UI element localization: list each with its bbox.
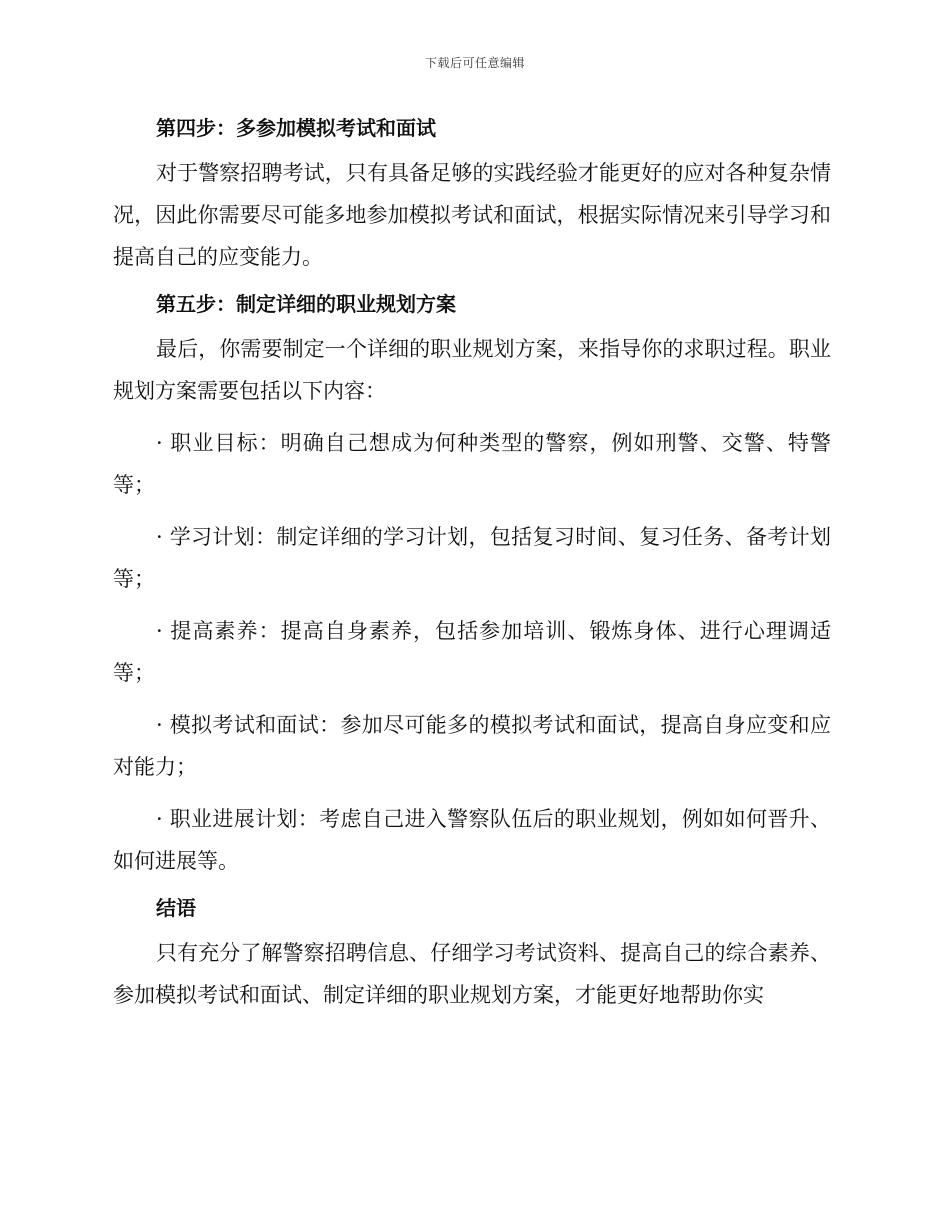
- bullet-career-goal: · 职业目标：明确自己想成为何种类型的警察，例如刑警、交警、特警等；: [113, 431, 831, 497]
- conclusion-paragraph: 只有充分了解警察招聘信息、仔细学习考试资料、提高自己的综合素养、参加模拟考试和面试、制定详细的职业规划方案，才能更好地帮助你实: [113, 941, 831, 1007]
- step4-heading: 第四步：多参加模拟考试和面试: [156, 116, 436, 140]
- document-body: [113, 112, 831, 1026]
- conclusion-heading: 结语: [156, 896, 196, 920]
- header-note: 下载后可任意编辑: [424, 56, 525, 70]
- bullet-mock-exams: · 模拟考试和面试：参加尽可能多的模拟考试和面试，提高自身应变和应对能力；: [113, 713, 831, 779]
- step4-paragraph: 对于警察招聘考试，只有具备足够的实践经验才能更好的应对各种复杂情况，因此你需要尽可能多地参加模拟考试和面试，根据实际情况来引导学习和提高自己的应变能力。: [113, 161, 831, 269]
- step5-heading: 第五步：制定详细的职业规划方案: [156, 292, 456, 316]
- bullet-career-progress: · 职业进展计划：考虑自己进入警察队伍后的职业规划，例如如何晋升、如何进展等。: [113, 807, 831, 873]
- bullet-study-plan: · 学习计划：制定详细的学习计划，包括复习时间、复习任务、备考计划等；: [113, 525, 831, 591]
- step5-paragraph: 最后，你需要制定一个详细的职业规划方案，来指导你的求职过程。职业规划方案需要包括以下内容：: [113, 337, 831, 403]
- bullet-improve-quality: · 提高素养：提高自身素养，包括参加培训、锻炼身体、进行心理调适等；: [113, 619, 831, 685]
